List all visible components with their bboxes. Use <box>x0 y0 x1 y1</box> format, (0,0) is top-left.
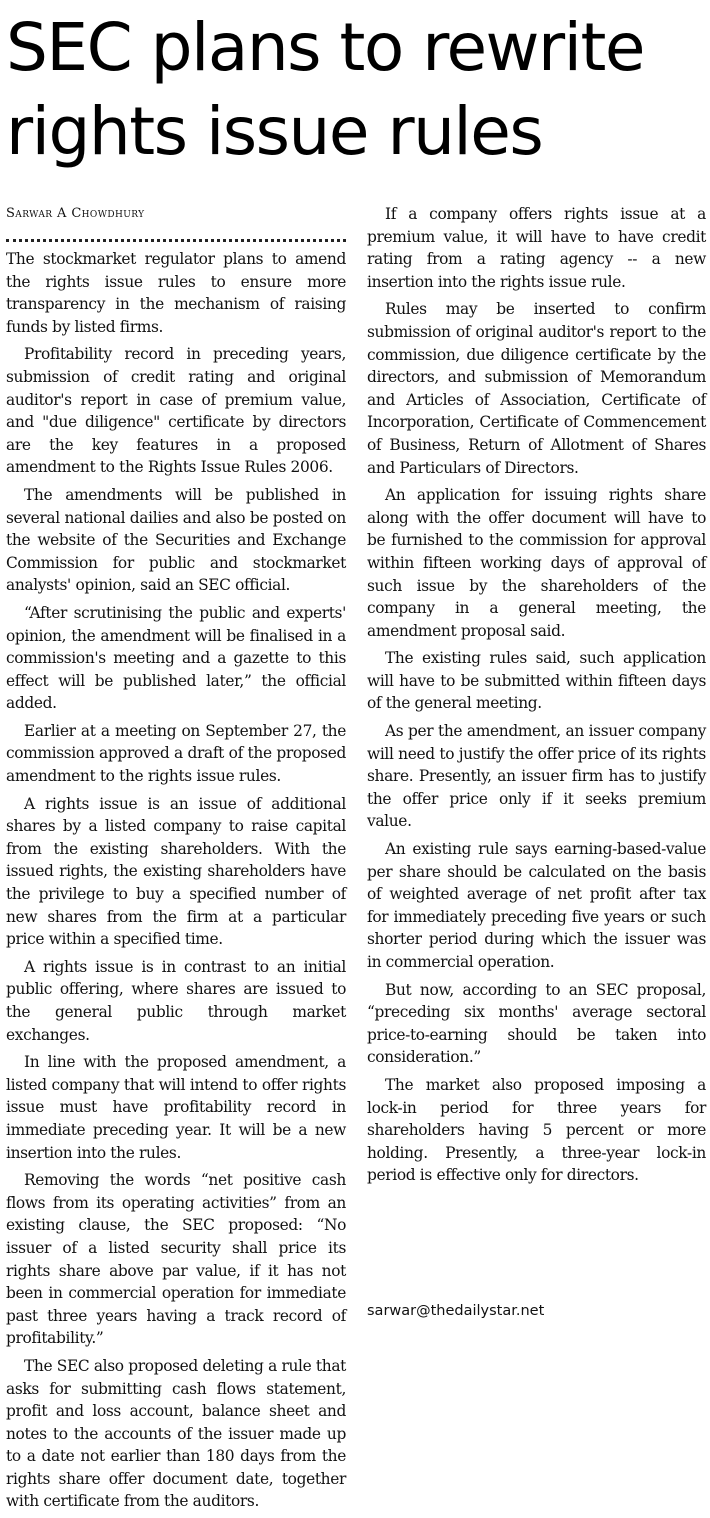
article-paragraph: Profitability record in preceding years, submission of credit rating and original auditor's report in case of premium value, and "due diligence" certificate by directors are the key features in a proposed amendment to the Rights Issue Rules 2006. <box>6 345 346 477</box>
article-paragraph: An application for issuing rights share along with the offer document will have to be furnished to the commission for approval within fifteen working days of approval of such issue by the shareholders of the company in a general meeting, the amendment proposal said. <box>367 486 706 640</box>
author-email: sarwar@thedailystar.net <box>367 1303 545 1319</box>
article-paragraph: The stockmarket regulator plans to amend the rights issue rules to ensure more transparency in the mechanism of raising funds by listed firms. <box>6 250 346 336</box>
article-paragraph: An existing rule says earning-based-value per share should be calculated on the basis of weighted average of net profit after tax for immediately preceding five years or such shorter period during which the issuer was in commercial operation. <box>367 840 706 971</box>
article-paragraph: Removing the words “net positive cash flows from its operating activities” from an existing clause, the SEC proposed: “No issuer of a listed security shall price its rights share above par value, if it has not been in commercial operation for immediate past three years having a track record of profitability.” <box>6 1171 346 1348</box>
article-paragraph: Earlier at a meeting on September 27, the commission approved a draft of the proposed amendment to the rights issue rules. <box>6 721 346 786</box>
article-paragraph: The SEC also proposed deleting a rule that asks for submitting cash flows statement, profit and loss account, balance sheet and notes to the accounts of the issuer made up to a date not earlier than 180 days from the rights share offer document date, together with certificate from the auditors. <box>6 1356 346 1511</box>
article-paragraph: “After scrutinising the public and experts' opinion, the amendment will be finalised in a commission's meeting and a gazette to this effect will be published later,” the official added. <box>6 603 346 713</box>
headline: SEC plans to rewrite rights issue rules <box>6 9 644 170</box>
article-paragraph: A rights issue is an issue of additional shares by a listed company to raise capital from the existing shareholders. With the issued rights, the existing shareholders have the privilege to buy a specified number of new shares from the firm at a particular price within a specified time. <box>6 794 346 949</box>
article-paragraph: The amendments will be published in several national dailies and also be posted on the website of the Securities and Exchange Commission for public and stockmarket analysts' opinion, said an SEC official. <box>6 485 346 595</box>
byline: Sarwar A Chowdhury <box>6 206 145 221</box>
article-column-2 <box>367 203 706 1192</box>
article-column-1 <box>6 203 346 1518</box>
article-paragraph: If a company offers rights issue at a premium value, it will have to have credit rating from a rating agency -- a new insertion into the rights issue rule. <box>367 205 706 291</box>
article-paragraph: In line with the proposed amendment, a listed company that will intend to offer rights issue must have profitability record in immediate preceding year. It will be a new insertion into the rules. <box>6 1053 346 1162</box>
article-paragraph: A rights issue is in contrast to an initial public offering, where shares are issued to the general public through market exchanges. <box>6 957 346 1044</box>
article-paragraph: As per the amendment, an issuer company will need to justify the offer price of its rights share. Presently, an issuer firm has to justify the offer price only if it seeks premium value. <box>367 722 706 831</box>
article-paragraph: Rules may be inserted to confirm submission of original auditor's report to the commission, due diligence certificate by the directors, and submission of Memorandum and Articles of Association, Certificate of Incorporation, Certificate of Commencement of Business, Return of Allotment of Shares and Particulars of Directors. <box>367 300 706 477</box>
article-paragraph: But now, according to an SEC proposal, “preceding six months' average sectoral price-to-earning should be taken into consideration.” <box>367 980 706 1067</box>
article-paragraph: The existing rules said, such application will have to be submitted within fifteen days of the general meeting. <box>367 649 706 713</box>
byline-divider <box>6 225 346 242</box>
article-paragraph: The market also proposed imposing a lock-in period for three years for shareholders having 5 percent or more holding. Presently, a three-year lock-in period is effective only for directors. <box>367 1075 706 1185</box>
